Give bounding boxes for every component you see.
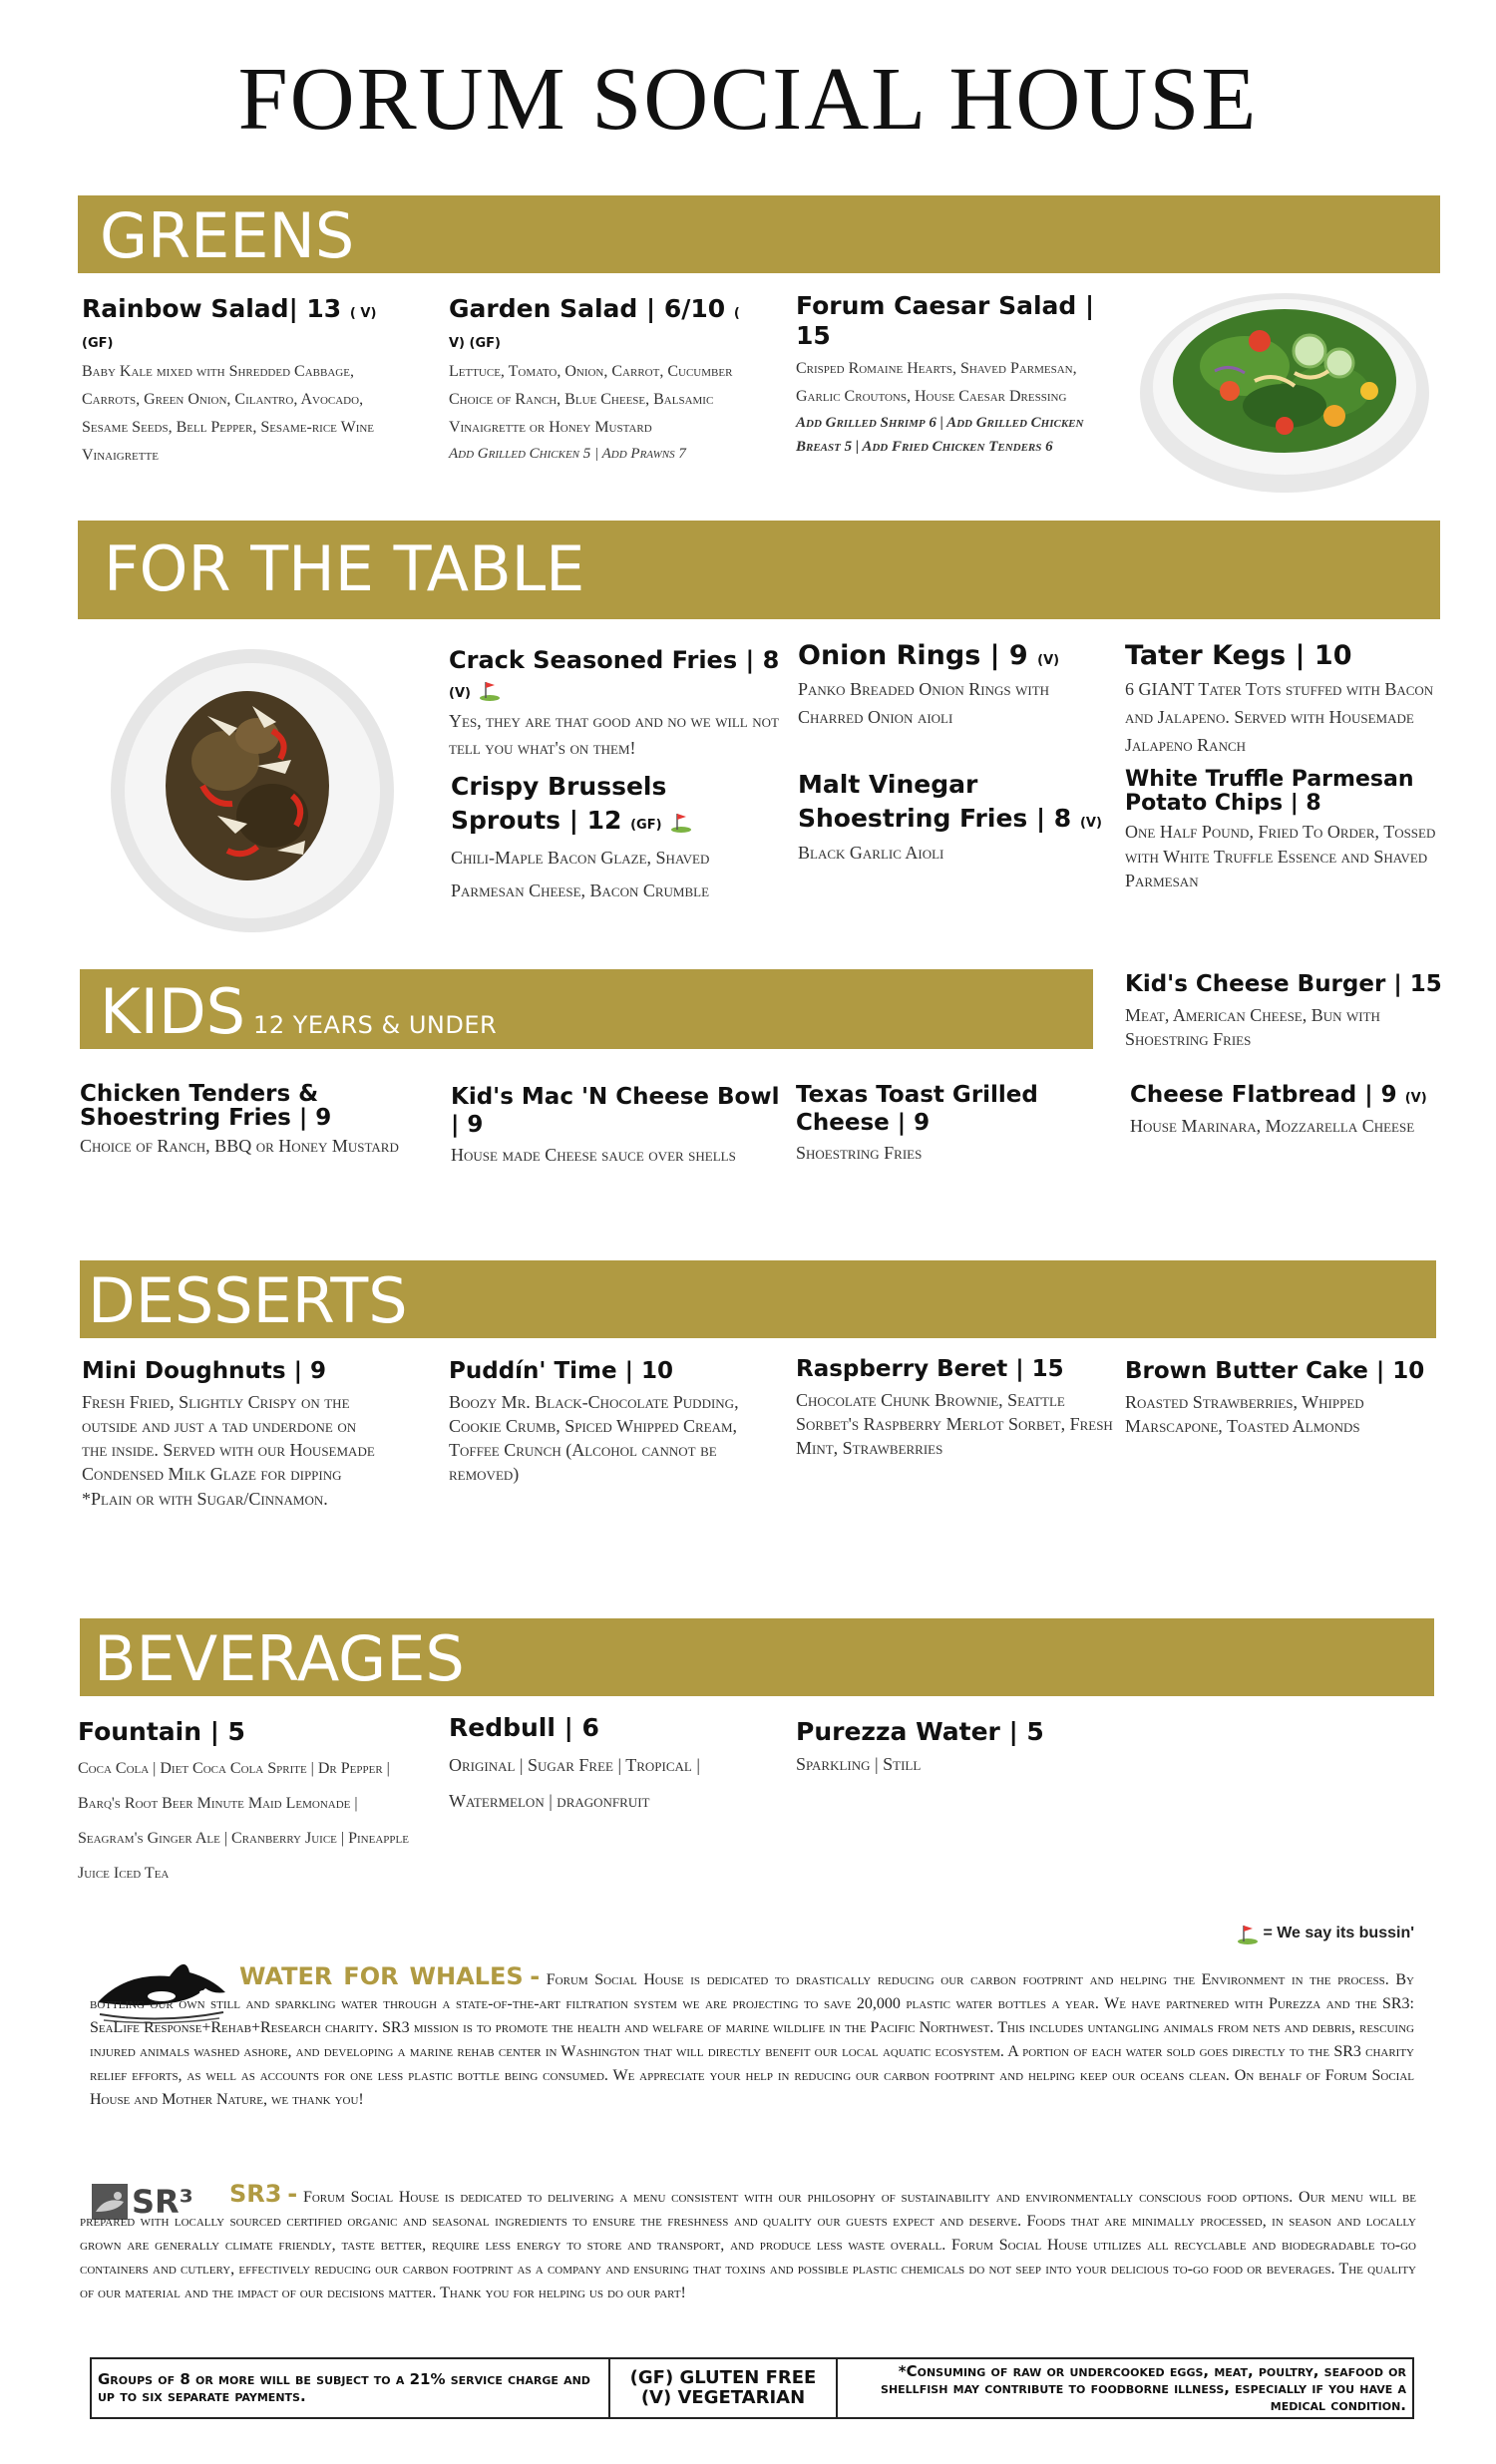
item-description: Chocolate Chunk Brownie, Seattle Sorbet's Raspberry Merlot Sorbet, Fresh Mint, Strawberries — [796, 1389, 1113, 1459]
item-description: Black Garlic Aioli — [798, 842, 944, 863]
item-description: Fresh Fried, Slightly Crispy on the outside and just a tad underdone on the inside. Served with our Housemade Condensed Milk Glaze for dipping *Plain or with Sugar/Cinnamon. — [82, 1391, 375, 1509]
menu-item-truffle-potato-chips — [1125, 768, 1464, 892]
kids-subheading: 12 YEARS & UNDER — [253, 1011, 498, 1039]
kids-banner — [80, 969, 1093, 1049]
item-description: Original | Sugar Free | Tropical | Watermelon | dragonfruit — [449, 1755, 700, 1811]
menu-item-crispy-brussels-sprouts — [451, 770, 770, 907]
item-description: House made Cheese sauce over shells — [451, 1145, 736, 1166]
item-name: Cheese Flatbread | 9 — [1130, 1082, 1397, 1108]
water-for-whales-dash: - — [530, 1962, 541, 1990]
water-for-whales-title: WATER FOR WHALES — [239, 1962, 524, 1990]
kids-heading — [100, 975, 498, 1048]
beverages-heading: BEVERAGES — [94, 1622, 465, 1695]
menu-item-malt-vinegar-fries — [798, 768, 1117, 867]
beverages-banner — [80, 1618, 1434, 1696]
item-name: Chicken Tenders & Shoestring Fries | 9 — [80, 1081, 332, 1132]
item-name: Purezza Water | 5 — [796, 1717, 1044, 1746]
item-tags: (GF) — [630, 817, 662, 833]
page-title: FORUM SOCIAL HOUSE — [237, 50, 1259, 149]
consumption-warning: *Consuming of raw or undercooked eggs, meat, poultry, seafood or shellfish may contribute to foodborne illness, especially if you have a medical condition. — [881, 2361, 1406, 2414]
item-description: Choice of Ranch, BBQ or Honey Mustard — [80, 1136, 399, 1157]
item-name: Crispy Brussels Sprouts | 12 — [451, 772, 667, 835]
for-the-table-banner — [78, 521, 1440, 619]
menu-item-puddin-time — [449, 1358, 788, 1487]
golf-flag-icon — [1237, 1923, 1259, 1944]
item-description: Boozy Mr. Black-Chocolate Pudding, Cookie Crumb, Spiced Whipped Cream, Toffee Crunch (Alcohol cannot be removed) — [449, 1391, 739, 1485]
item-tags: (V) — [1037, 653, 1060, 668]
item-tags: ( V) (GF) — [449, 306, 740, 351]
vegetarian-key: (V) VEGETARIAN — [640, 2387, 806, 2408]
item-name: Tater Kegs | 10 — [1125, 640, 1352, 671]
item-description: Chili-Maple Bacon Glaze, Shaved Parmesan Cheese, Bacon Crumble — [451, 847, 710, 900]
item-description: Lettuce, Tomato, Onion, Carrot, Cucumber Choice of Ranch, Blue Cheese, Balsamic Vinaigrette or Honey Mustard — [449, 363, 733, 436]
menu-item-garden-salad — [449, 294, 748, 466]
gluten-free-key: (GF) GLUTEN FREE — [629, 2367, 817, 2388]
item-name: Malt Vinegar Shoestring Fries | 8 — [798, 770, 1072, 833]
menu-item-kids-cheese-burger — [1125, 971, 1454, 1051]
menu-item-purezza-water — [796, 1717, 1125, 1779]
item-description: House Marinara, Mozzarella Cheese — [1130, 1115, 1415, 1136]
kids-title: KIDS — [100, 975, 246, 1048]
menu-item-forum-caesar-salad — [796, 291, 1115, 459]
menu-item-texas-toast-grilled-cheese — [796, 1082, 1125, 1165]
item-description: Meat, American Cheese, Bun with Shoestring Fries — [1125, 1004, 1380, 1049]
water-for-whales-paragraph — [90, 1964, 1414, 2112]
bussin-legend — [1237, 1923, 1414, 1944]
dietary-key — [610, 2359, 838, 2417]
item-tags: (V) — [1404, 1091, 1427, 1106]
legend-text: = We say its bussin' — [1263, 1925, 1415, 1942]
item-name: Onion Rings | 9 — [798, 640, 1028, 671]
item-description: Coca Cola | Diet Coca Cola Sprite | Dr Pepper | Barq's Root Beer Minute Maid Lemonade | Seagram's Ginger Ale | Cranberry Juice | Pineapple Juice Iced Tea — [78, 1760, 409, 1882]
item-description: Yes, they are that good and no we will not tell you what's on them! — [449, 710, 779, 759]
group-service-charge-notice: Groups of 8 or more will be subject to a 21% service charge and up to six separate payments. — [92, 2359, 610, 2417]
item-name: Texas Toast Grilled Cheese | 9 — [796, 1082, 1038, 1136]
item-name: Raspberry Beret | 15 — [796, 1356, 1064, 1382]
menu-item-onion-rings — [798, 640, 1107, 732]
sr3-text: Forum Social House is dedicated to delivering a menu consistent with our philosophy of sustainability and environmentally conscious food options. Our menu will be prepared with locally sourced certified organic and seasonal ingredients to ensure the freshness and quality our guests expect and deserve. Foods that are minimally processed, in season and locally grown are generally climate friendly, taste better, require less energy to store and transport, and produce less waste overall. Forum Social House utilizes all recyclable and biodegradable to-go containers and cutlery, effectively reducing our carbon footprint as a company and ensuring that toxins and possible plastic chemicals do not seep into your delicious to-go food or beverages. The quality of our material and the impact of our decisions matter. Thank you for helping us do our part! — [80, 2189, 1417, 2301]
item-name: Crack Seasoned Fries | 8 — [449, 646, 780, 674]
item-name: Brown Butter Cake | 10 — [1125, 1358, 1425, 1384]
item-description: Panko Breaded Onion Rings with Charred Onion aioli — [798, 679, 1050, 728]
item-description: One Half Pound, Fried To Order, Tossed with White Truffle Essence and Shaved Parmesan — [1125, 822, 1436, 890]
item-description: Shoestring Fries — [796, 1143, 923, 1164]
greens-banner — [78, 195, 1440, 273]
menu-item-tater-kegs — [1125, 640, 1454, 760]
item-name: Puddín' Time | 10 — [449, 1358, 674, 1384]
sr3-dash: - — [287, 2180, 298, 2208]
item-addons: Add Grilled Shrimp 6 | Add Grilled Chicken Breast 5 | Add Fried Chicken Tenders 6 — [796, 415, 1084, 455]
item-addons: Add Grilled Chicken 5 | Add Prawns 7 — [449, 446, 686, 462]
brussels-sprouts-photo — [108, 646, 397, 935]
footer-notices — [90, 2357, 1414, 2419]
item-name: Forum Caesar Salad | 15 — [796, 291, 1095, 350]
item-description: Baby Kale mixed with Shredded Cabbage, Carrots, Green Onion, Cilantro, Avocado, Sesame Seeds, Bell Pepper, Sesame-rice Wine Vinaigrette — [82, 363, 375, 464]
sr3-logo-text: SR³ — [132, 2183, 193, 2221]
item-name: Kid's Cheese Burger | 15 — [1125, 971, 1442, 997]
salad-photo — [1135, 281, 1434, 496]
menu-item-rainbow-salad — [82, 294, 411, 470]
menu-item-brown-butter-cake — [1125, 1358, 1444, 1438]
item-description: Crisped Romaine Hearts, Shaved Parmesan, Garlic Croutons, House Caesar Dressing — [796, 360, 1077, 405]
item-description: Sparkling | Still — [796, 1754, 922, 1774]
item-tags: (V) — [449, 685, 471, 701]
menu-item-crack-seasoned-fries — [449, 646, 788, 763]
menu-item-mini-doughnuts — [82, 1358, 401, 1511]
item-description: Roasted Strawberries, Whipped Marscapone, Toasted Almonds — [1125, 1391, 1364, 1436]
menu-item-fountain — [78, 1717, 437, 1891]
item-name: Rainbow Salad| 13 — [82, 294, 342, 323]
item-tags: ( V) (GF) — [82, 306, 377, 351]
golf-flag-icon — [479, 679, 501, 701]
item-description: 6 GIANT Tater Tots stuffed with Bacon and Jalapeno. Served with Housemade Jalapeno Ranch — [1125, 679, 1434, 756]
sr3-paragraph — [80, 2182, 1416, 2305]
menu-item-cheese-flatbread — [1130, 1082, 1449, 1138]
item-tags: (V) — [1079, 815, 1102, 831]
greens-heading: GREENS — [100, 199, 355, 272]
desserts-banner — [80, 1260, 1436, 1338]
water-for-whales-text: Forum Social House is dedicated to drastically reducing our carbon footprint and helping the Environment in the process. By bottling our own still and sparkling water through a state-of-the-art filtration system we are projecting to save 20,000 plastic water bottles a year. We have partnered with Purezza and the SR3: SeaLife Response+Rehab+Research charity. SR3 mission is to promote the health and welfare of marine wildlife in the Pacific Northwest. This includes untangling animals from nets and debris, rescuing injured animals washed ashore, and developing a marine rehab center in Washington that will directly benefit our local aquatic ecosystem. A portion of each water sold goes directly to the SR3 charity relief efforts, as well as accounts for one less plastic bottle being consumed. We appreciate your help in reducing our carbon footprint and helping keep our oceans clean. On behalf of Forum Social House and Mother Nature, we thank you! — [90, 1971, 1415, 2108]
menu-item-raspberry-beret — [796, 1356, 1125, 1460]
menu-item-chicken-tenders — [80, 1082, 429, 1159]
for-the-table-heading: FOR THE TABLE — [104, 532, 585, 605]
desserts-heading: DESSERTS — [88, 1264, 408, 1337]
golf-flag-icon — [670, 811, 692, 833]
sr3-title: SR3 — [229, 2180, 282, 2208]
menu-item-kids-mac-n-cheese — [451, 1084, 780, 1167]
item-name: Garden Salad | 6/10 — [449, 294, 726, 323]
item-name: White Truffle Parmesan Potato Chips | 8 — [1125, 767, 1414, 817]
item-name: Kid's Mac 'N Cheese Bowl | 9 — [451, 1084, 780, 1138]
item-name: Mini Doughnuts | 9 — [82, 1358, 326, 1384]
menu-item-redbull — [449, 1713, 778, 1819]
item-name: Redbull | 6 — [449, 1713, 599, 1742]
item-name: Fountain | 5 — [78, 1717, 245, 1746]
